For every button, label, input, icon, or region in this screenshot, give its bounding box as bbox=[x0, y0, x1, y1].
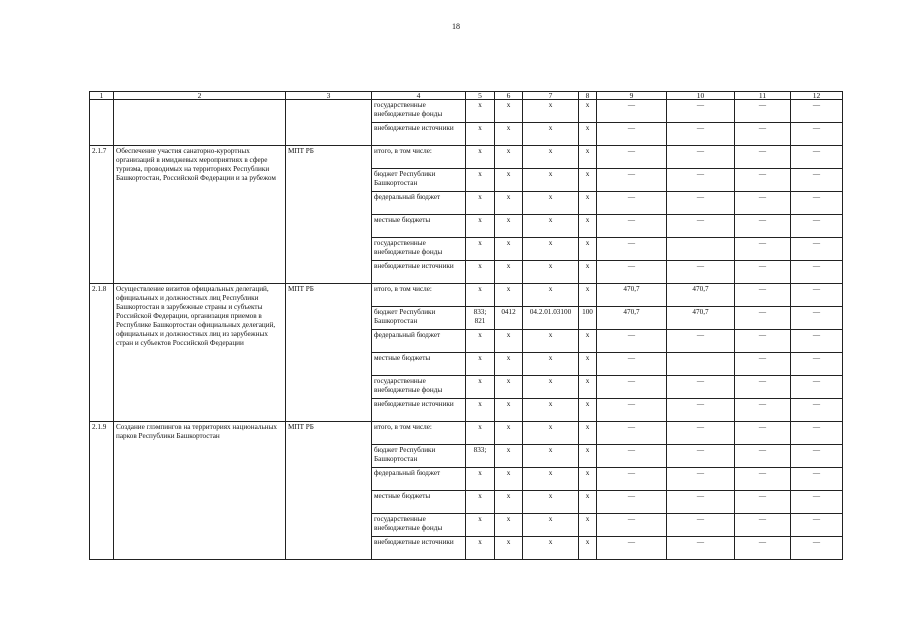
value-cell-c12: — bbox=[791, 215, 843, 238]
header-cell-12: 12 bbox=[791, 92, 843, 100]
value-cell-c9: — bbox=[597, 514, 667, 537]
table-row bbox=[90, 146, 843, 169]
value-cell-c7: х bbox=[523, 169, 579, 192]
value-cell-c11: — bbox=[735, 376, 791, 399]
source-cell: государственные внебюджетные фонды bbox=[372, 238, 466, 261]
value-cell-c10: 470,7 bbox=[667, 307, 735, 330]
value-cell-c12: — bbox=[791, 284, 843, 307]
value-cell-c5: х bbox=[466, 215, 495, 238]
value-cell-c6: х bbox=[495, 330, 523, 353]
value-cell-c9: 470,7 bbox=[597, 284, 667, 307]
source-cell: итого, в том числе: bbox=[372, 284, 466, 307]
value-cell-c11: — bbox=[735, 468, 791, 491]
value-cell-c10: — bbox=[667, 468, 735, 491]
header-cell-1: 1 bbox=[90, 92, 114, 100]
value-cell-c7: х bbox=[523, 445, 579, 468]
header-cell-3: 3 bbox=[286, 92, 372, 100]
source-cell: бюджет Республики Башкортостан bbox=[372, 169, 466, 192]
value-cell-c10 bbox=[667, 353, 735, 376]
value-cell-c7: х bbox=[523, 123, 579, 146]
value-cell-c5: 833; 821 bbox=[466, 307, 495, 330]
value-cell-c9: — bbox=[597, 468, 667, 491]
header-cell-8: 8 bbox=[579, 92, 597, 100]
value-cell-c9: — bbox=[597, 537, 667, 560]
value-cell-c9: — bbox=[597, 422, 667, 445]
value-cell-c10: — bbox=[667, 330, 735, 353]
header-cell-2: 2 bbox=[114, 92, 286, 100]
value-cell-c7: х bbox=[523, 353, 579, 376]
value-cell-c10: — bbox=[667, 192, 735, 215]
value-cell-c7: х bbox=[523, 261, 579, 284]
value-cell-c9: — bbox=[597, 192, 667, 215]
value-cell-c9: — bbox=[597, 238, 667, 261]
activity-name: Осуществление визитов официальных делегаций, официальных и должностных лиц Республики Башкортостан в зарубежные страны и субъекты Российской Федерации, организация приемов в Республике Башкортостан официальных делегаций, официальных и должностных лиц из зарубежных стран и субъектов Российской Федерации bbox=[114, 284, 286, 422]
value-cell-c5: х bbox=[466, 100, 495, 123]
value-cell-c6: х bbox=[495, 261, 523, 284]
value-cell-c5: х bbox=[466, 353, 495, 376]
header-cell-4: 4 bbox=[372, 92, 466, 100]
source-cell: местные бюджеты bbox=[372, 215, 466, 238]
value-cell-c8: х bbox=[579, 284, 597, 307]
value-cell-c7: х bbox=[523, 491, 579, 514]
value-cell-c6: х bbox=[495, 123, 523, 146]
value-cell-c6: 0412 bbox=[495, 307, 523, 330]
value-cell-c11: — bbox=[735, 238, 791, 261]
value-cell-c12: — bbox=[791, 422, 843, 445]
value-cell-c7: х bbox=[523, 215, 579, 238]
value-cell-c7: х bbox=[523, 422, 579, 445]
header-cell-5: 5 bbox=[466, 92, 495, 100]
value-cell-c11: — bbox=[735, 330, 791, 353]
value-cell-c5: х bbox=[466, 146, 495, 169]
value-cell-c6: х bbox=[495, 284, 523, 307]
source-cell: внебюджетные источники bbox=[372, 399, 466, 422]
value-cell-c10: 470,7 bbox=[667, 284, 735, 307]
value-cell-c8: х bbox=[579, 514, 597, 537]
exec-cell bbox=[286, 100, 372, 146]
value-cell-c11: — bbox=[735, 353, 791, 376]
value-cell-c10: — bbox=[667, 537, 735, 560]
value-cell-c12: — bbox=[791, 514, 843, 537]
source-cell: государственные внебюджетные фонды bbox=[372, 376, 466, 399]
value-cell-c6: х bbox=[495, 215, 523, 238]
value-cell-c8: х bbox=[579, 491, 597, 514]
value-cell-c8: х bbox=[579, 146, 597, 169]
value-cell-c11: — bbox=[735, 514, 791, 537]
value-cell-c8: х bbox=[579, 399, 597, 422]
source-cell: государственные внебюджетные фонды bbox=[372, 514, 466, 537]
value-cell-c9: — bbox=[597, 261, 667, 284]
value-cell-c6: х bbox=[495, 192, 523, 215]
value-cell-c12: — bbox=[791, 376, 843, 399]
value-cell-c9: — bbox=[597, 146, 667, 169]
value-cell-c5: х bbox=[466, 192, 495, 215]
source-cell: внебюджетные источники bbox=[372, 537, 466, 560]
activity-name: Создание глэмпингов на территориях национальных парков Республики Башкортостан bbox=[114, 422, 286, 560]
value-cell-c11: — bbox=[735, 399, 791, 422]
header-cell-11: 11 bbox=[735, 92, 791, 100]
value-cell-c9: — bbox=[597, 491, 667, 514]
value-cell-c11: — bbox=[735, 491, 791, 514]
value-cell-c6: х bbox=[495, 422, 523, 445]
header-cell-7: 7 bbox=[523, 92, 579, 100]
value-cell-c6: х bbox=[495, 491, 523, 514]
value-cell-c5: х bbox=[466, 330, 495, 353]
value-cell-c6: х bbox=[495, 169, 523, 192]
value-cell-c8: х bbox=[579, 376, 597, 399]
activity-name: Обеспечение участия санаторно-курортных организаций в имиджевых мероприятиях в сфере туризма, проводимых на территориях Республики Башкортостан, Российской Федерации и за рубежом bbox=[114, 146, 286, 284]
value-cell-c10: — bbox=[667, 376, 735, 399]
value-cell-c6: х bbox=[495, 100, 523, 123]
value-cell-c8: х bbox=[579, 261, 597, 284]
value-cell-c5: х bbox=[466, 468, 495, 491]
value-cell-c11: — bbox=[735, 284, 791, 307]
value-cell-c12: — bbox=[791, 146, 843, 169]
source-cell: бюджет Республики Башкортостан bbox=[372, 307, 466, 330]
value-cell-c7: х bbox=[523, 376, 579, 399]
value-cell-c6: х bbox=[495, 146, 523, 169]
header-cell-9: 9 bbox=[597, 92, 667, 100]
value-cell-c6: х bbox=[495, 376, 523, 399]
value-cell-c10: — bbox=[667, 215, 735, 238]
value-cell-c8: х bbox=[579, 330, 597, 353]
value-cell-c10: — bbox=[667, 422, 735, 445]
value-cell-c9: 470,7 bbox=[597, 307, 667, 330]
value-cell-c6: х bbox=[495, 399, 523, 422]
executor: МПТ РБ bbox=[286, 146, 372, 284]
value-cell-c10 bbox=[667, 238, 735, 261]
value-cell-c6: х bbox=[495, 238, 523, 261]
source-cell: федеральный бюджет bbox=[372, 330, 466, 353]
value-cell-c10: — bbox=[667, 100, 735, 123]
value-cell-c6: х bbox=[495, 353, 523, 376]
table-row bbox=[90, 422, 843, 445]
value-cell-c8: х bbox=[579, 192, 597, 215]
name-cell bbox=[114, 100, 286, 146]
value-cell-c6: х bbox=[495, 514, 523, 537]
source-cell: внебюджетные источники bbox=[372, 261, 466, 284]
value-cell-c6: х bbox=[495, 445, 523, 468]
value-cell-c10: — bbox=[667, 146, 735, 169]
value-cell-c12: — bbox=[791, 169, 843, 192]
value-cell-c9: — bbox=[597, 215, 667, 238]
source-cell: местные бюджеты bbox=[372, 353, 466, 376]
value-cell-c12: — bbox=[791, 238, 843, 261]
value-cell-c8: х bbox=[579, 468, 597, 491]
activity-number: 2.1.7 bbox=[90, 146, 114, 284]
value-cell-c8: х bbox=[579, 169, 597, 192]
value-cell-c9: — bbox=[597, 100, 667, 123]
value-cell-c5: х bbox=[466, 261, 495, 284]
value-cell-c12: — bbox=[791, 468, 843, 491]
program-table bbox=[89, 91, 843, 560]
value-cell-c10: — bbox=[667, 261, 735, 284]
value-cell-c9: — bbox=[597, 376, 667, 399]
value-cell-c8: 100 bbox=[579, 307, 597, 330]
value-cell-c6: х bbox=[495, 468, 523, 491]
value-cell-c10: — bbox=[667, 169, 735, 192]
source-cell: бюджет Республики Башкортостан bbox=[372, 445, 466, 468]
value-cell-c10: — bbox=[667, 445, 735, 468]
value-cell-c11: — bbox=[735, 537, 791, 560]
value-cell-c11: — bbox=[735, 192, 791, 215]
source-cell: государственные внебюджетные фонды bbox=[372, 100, 466, 123]
value-cell-c7: х bbox=[523, 330, 579, 353]
value-cell-c9: — bbox=[597, 330, 667, 353]
value-cell-c9: — bbox=[597, 123, 667, 146]
header-row bbox=[90, 92, 843, 100]
table-row bbox=[90, 284, 843, 307]
value-cell-c12: — bbox=[791, 307, 843, 330]
value-cell-c8: х bbox=[579, 537, 597, 560]
value-cell-c11: — bbox=[735, 146, 791, 169]
value-cell-c12: — bbox=[791, 330, 843, 353]
source-cell: итого, в том числе: bbox=[372, 422, 466, 445]
value-cell-c8: х bbox=[579, 215, 597, 238]
value-cell-c5: х bbox=[466, 238, 495, 261]
value-cell-c12: — bbox=[791, 123, 843, 146]
value-cell-c5: х bbox=[466, 123, 495, 146]
num-cell bbox=[90, 100, 114, 146]
value-cell-c8: х bbox=[579, 100, 597, 123]
value-cell-c12: — bbox=[791, 261, 843, 284]
value-cell-c7: 04.2.01.03100 bbox=[523, 307, 579, 330]
activity-number: 2.1.8 bbox=[90, 284, 114, 422]
value-cell-c11: — bbox=[735, 422, 791, 445]
value-cell-c10: — bbox=[667, 123, 735, 146]
value-cell-c5: х bbox=[466, 514, 495, 537]
source-cell: федеральный бюджет bbox=[372, 468, 466, 491]
value-cell-c7: х bbox=[523, 537, 579, 560]
value-cell-c11: — bbox=[735, 100, 791, 123]
value-cell-c7: х bbox=[523, 514, 579, 537]
value-cell-c5: х bbox=[466, 169, 495, 192]
value-cell-c12: — bbox=[791, 353, 843, 376]
source-cell: внебюджетные источники bbox=[372, 123, 466, 146]
value-cell-c11: — bbox=[735, 169, 791, 192]
value-cell-c10: — bbox=[667, 399, 735, 422]
value-cell-c7: х bbox=[523, 100, 579, 123]
value-cell-c5: х bbox=[466, 537, 495, 560]
header-cell-6: 6 bbox=[495, 92, 523, 100]
value-cell-c10: — bbox=[667, 514, 735, 537]
value-cell-c7: х bbox=[523, 146, 579, 169]
executor: МПТ РБ bbox=[286, 284, 372, 422]
value-cell-c5: 833; bbox=[466, 445, 495, 468]
value-cell-c7: х bbox=[523, 399, 579, 422]
value-cell-c11: — bbox=[735, 261, 791, 284]
value-cell-c11: — bbox=[735, 307, 791, 330]
value-cell-c8: х bbox=[579, 123, 597, 146]
value-cell-c9: — bbox=[597, 169, 667, 192]
source-cell: местные бюджеты bbox=[372, 491, 466, 514]
value-cell-c9: — bbox=[597, 445, 667, 468]
executor: МПТ РБ bbox=[286, 422, 372, 560]
value-cell-c9: — bbox=[597, 353, 667, 376]
value-cell-c8: х bbox=[579, 445, 597, 468]
value-cell-c5: х bbox=[466, 284, 495, 307]
value-cell-c6: х bbox=[495, 537, 523, 560]
value-cell-c8: х bbox=[579, 238, 597, 261]
value-cell-c12: — bbox=[791, 537, 843, 560]
value-cell-c11: — bbox=[735, 215, 791, 238]
source-cell: итого, в том числе: bbox=[372, 146, 466, 169]
value-cell-c12: — bbox=[791, 399, 843, 422]
activity-number: 2.1.9 bbox=[90, 422, 114, 560]
value-cell-c5: х bbox=[466, 422, 495, 445]
value-cell-c12: — bbox=[791, 100, 843, 123]
header-cell-10: 10 bbox=[667, 92, 735, 100]
value-cell-c11: — bbox=[735, 123, 791, 146]
value-cell-c7: х bbox=[523, 238, 579, 261]
page-number: 18 bbox=[452, 22, 460, 31]
value-cell-c12: — bbox=[791, 491, 843, 514]
value-cell-c5: х bbox=[466, 491, 495, 514]
table-row bbox=[90, 100, 843, 123]
value-cell-c10: — bbox=[667, 491, 735, 514]
value-cell-c5: х bbox=[466, 399, 495, 422]
value-cell-c8: х bbox=[579, 353, 597, 376]
value-cell-c7: х bbox=[523, 284, 579, 307]
value-cell-c5: х bbox=[466, 376, 495, 399]
value-cell-c11: — bbox=[735, 445, 791, 468]
value-cell-c7: х bbox=[523, 468, 579, 491]
source-cell: федеральный бюджет bbox=[372, 192, 466, 215]
value-cell-c12: — bbox=[791, 192, 843, 215]
value-cell-c8: х bbox=[579, 422, 597, 445]
value-cell-c9: — bbox=[597, 399, 667, 422]
value-cell-c7: х bbox=[523, 192, 579, 215]
value-cell-c12: — bbox=[791, 445, 843, 468]
